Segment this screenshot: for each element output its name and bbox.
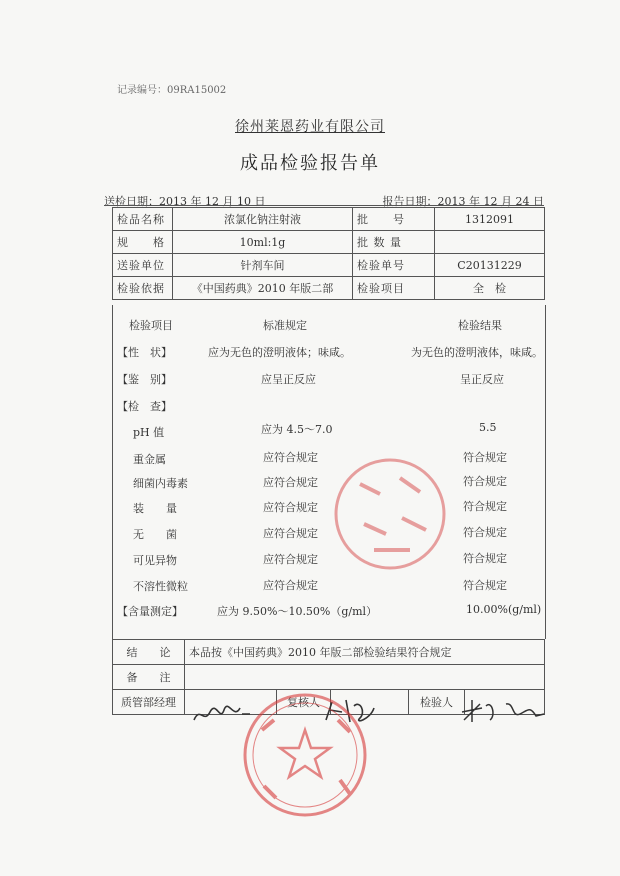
identify-result: 呈正反应 xyxy=(460,373,504,386)
section-appearance: 【性 状】 xyxy=(117,346,172,359)
identify-standard: 应呈正反应 xyxy=(261,373,316,386)
inspection-seal-stamp xyxy=(330,454,450,574)
label-qa-manager: 质管部经理 xyxy=(113,690,185,715)
inspector-signature-scribble xyxy=(458,696,548,726)
assay-result: 10.00%(g/ml) xyxy=(466,603,542,616)
value-spec: 10ml:1g xyxy=(173,231,353,254)
col-header-standard: 标准规定 xyxy=(263,319,307,332)
header-table xyxy=(112,207,545,300)
check-standard: 应符合规定 xyxy=(263,553,318,566)
check-standard: 应符合规定 xyxy=(263,451,318,464)
check-item: 细菌内毒素 xyxy=(133,477,188,490)
assay-standard: 应为 9.50%～10.50%（g/ml） xyxy=(217,605,378,618)
check-result: 符合规定 xyxy=(463,475,507,488)
check-result: 符合规定 xyxy=(463,526,507,539)
value-batch-no: 1312091 xyxy=(435,208,545,231)
check-item: pH 值 xyxy=(133,426,165,439)
section-check: 【检 查】 xyxy=(117,400,172,413)
section-identify: 【鉴 别】 xyxy=(117,373,172,386)
label-batch-qty: 批 数 量 xyxy=(353,231,435,254)
check-item: 重金属 xyxy=(133,453,166,466)
inspection-body xyxy=(112,305,546,639)
header-row xyxy=(113,231,545,254)
check-result: 符合规定 xyxy=(463,451,507,464)
value-product-name: 浓氯化钠注射液 xyxy=(173,208,353,231)
date-underline xyxy=(104,205,544,206)
check-standard: 应为 4.5～7.0 xyxy=(261,423,333,436)
check-result: 5.5 xyxy=(479,421,497,434)
value-remark xyxy=(185,665,545,690)
appearance-standard: 应为无色的澄明液体；味咸。 xyxy=(208,346,351,359)
label-batch-no: 批 号 xyxy=(353,208,435,231)
check-item: 可见异物 xyxy=(133,554,177,567)
check-standard: 应符合规定 xyxy=(263,501,318,514)
check-result: 符合规定 xyxy=(463,552,507,565)
check-result: 符合规定 xyxy=(463,579,507,592)
check-item: 装 量 xyxy=(133,502,177,515)
label-submit-unit: 送验单位 xyxy=(113,254,173,277)
check-item: 无 菌 xyxy=(133,528,177,541)
value-batch-qty xyxy=(435,231,545,254)
report-date: 报告日期：2013 年 12 月 24 日 xyxy=(382,195,544,208)
remark-row xyxy=(113,665,545,690)
record-number: 记录编号：09RA15002 xyxy=(117,85,227,96)
check-standard: 应符合规定 xyxy=(263,579,318,592)
header-row xyxy=(113,254,545,277)
label-conclusion: 结 论 xyxy=(113,640,185,665)
value-inspection-no: C20131229 xyxy=(435,254,545,277)
conclusion-row xyxy=(113,640,545,665)
label-spec: 规 格 xyxy=(113,231,173,254)
report-title: 成品检验报告单 xyxy=(240,153,380,174)
check-standard: 应符合规定 xyxy=(263,527,318,540)
label-remark: 备 注 xyxy=(113,665,185,690)
conclusion-table xyxy=(112,639,545,690)
header-row xyxy=(113,208,545,231)
company-name: 徐州莱恩药业有限公司 xyxy=(235,119,385,135)
label-inspection-no: 检验单号 xyxy=(353,254,435,277)
check-item: 不溶性微粒 xyxy=(133,580,188,593)
check-result: 符合规定 xyxy=(463,500,507,513)
company-seal-stamp xyxy=(240,690,370,820)
label-basis: 检验依据 xyxy=(113,277,173,300)
appearance-result: 为无色的澄明液体，味咸。 xyxy=(411,346,543,359)
section-assay: 【含量测定】 xyxy=(117,605,183,618)
value-basis: 《中国药典》2010 年版二部 xyxy=(173,277,353,300)
label-product-name: 检品名称 xyxy=(113,208,173,231)
header-row xyxy=(113,277,545,300)
submit-date: 送检日期：2013 年 12 月 10 日 xyxy=(104,195,266,208)
value-items: 全 检 xyxy=(435,277,545,300)
value-conclusion: 本品按《中国药典》2010 年版二部检验结果符合规定 xyxy=(185,640,545,665)
col-header-item: 检验项目 xyxy=(129,319,173,332)
label-inspector: 检验人 xyxy=(409,690,465,715)
col-header-result: 检验结果 xyxy=(458,319,502,332)
check-standard: 应符合规定 xyxy=(263,476,318,489)
label-reviewer: 复核人 xyxy=(277,690,331,715)
label-items: 检验项目 xyxy=(353,277,435,300)
value-submit-unit: 针剂车间 xyxy=(173,254,353,277)
